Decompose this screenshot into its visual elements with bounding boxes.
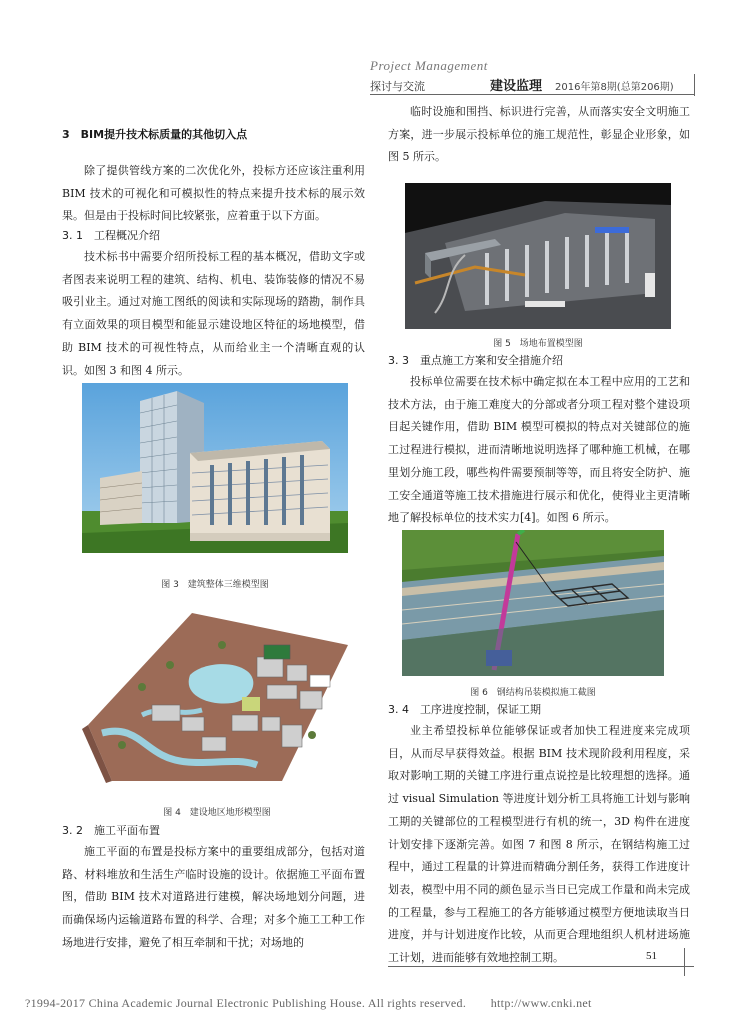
issue-label: 2016年第8期(总第206期) bbox=[555, 82, 674, 93]
figure-6-caption: 图 6 钢结构吊装模拟施工截图 bbox=[470, 688, 596, 698]
journal-english-title: Project Management bbox=[370, 58, 488, 73]
paragraph-3-2: 施工平面的布置是投标方案中的重要组成部分，包括对道路、材料堆放和生活生产临时设施的设计。依据施工平面布置图，借助 BIM 技术对道路进行建模，解决场地划分问题，进而确保场内运输道路布置的科学、合理；对多个施工工种工作场地进行安排，避免了相互牵制和干扰；对场地的 bbox=[62, 845, 365, 949]
figure-4-caption: 图 4 建设地区地形模型图 bbox=[163, 808, 271, 818]
footer-rule bbox=[388, 966, 694, 967]
figure-5-site-layout-model bbox=[405, 183, 671, 329]
section-label: 探讨与交流 bbox=[370, 80, 425, 93]
paragraph-3-3: 投标单位需要在技术标中确定拟在本工程中应用的工艺和技术方法，由于施工难度大的分部或者分项工程对整个建设项目起关键作用，借助 BIM 模型可模拟的特点对关键部位的施工过程进行模拟，进而清晰地说明选择了哪种施工机械，在哪里划分施工段，哪些构件需要预制等等，而且将安全防护、施工安全通道等施工技术措施进行展示和优化，使得业主更清晰地了解投标单位的技术实力[4]。如图 6 所示。 bbox=[388, 375, 690, 525]
magazine-logo: 建设监理 bbox=[490, 79, 543, 94]
subsection-heading-3-2: 3. 2 施工平面布置 bbox=[62, 824, 160, 837]
page-number: 51 bbox=[646, 950, 657, 962]
paragraph-3-2-continued: 临时设施和围挡、标识进行完善，从而落实安全文明施工方案，进一步展示投标单位的施工规范性，彰显企业形象，如图 5 所示。 bbox=[388, 105, 690, 164]
paragraph-3-1: 技术标书中需要介绍所投标工程的基本概况，借助文字或者图表来说明工程的建筑、结构、机电、装饰装修的情况不易吸引业主。通过对施工图纸的阅读和实际现场的踏勘，制作具有立面效果的项目模型和能显示建设地区特征的场地模型，借助 BIM 技术的可视性特点，从而给业主一个清晰直观的认识。如图 3 和图 4 所示。 bbox=[62, 250, 365, 377]
subsection-heading-3-1: 3. 1 工程概况介绍 bbox=[62, 229, 160, 242]
section-heading-3: 3 BIM提升技术标质量的其他切入点 bbox=[62, 128, 248, 141]
header-vertical-rule bbox=[694, 74, 695, 96]
header-rule bbox=[370, 94, 695, 95]
figure-6-steel-hoisting-simulation bbox=[402, 530, 664, 676]
figure-4-terrain-model bbox=[82, 605, 352, 783]
paragraph-3-4: 业主希望投标单位能够保证或者加快工程进度来完成项目，从而尽早获得效益。根据 BIM 技术现阶段利用程度，采取对影响工期的关键工序进行重点说控是比较理想的选择。通过 visual Simulation 等进度计划分析工具将施工计划与影响工期的关键部位的工程模型进行有机的统一，3D 构件在进度计划安排下逐渐完善。如图 7 和图 8 所示，在钢结构施工过程中，通过工程量的计算进而精确分割任务，获得工作进度计划表，模型中用不同的颜色显示当日已完成工作量和尚未完成的工程量，参与工程施工的各方能够通过模型方便地读取当日进度，并与计划进度作比较，从而更合理地组织人机材进场施工计划，进而能够有效地控制工期。 bbox=[388, 724, 690, 965]
subsection-heading-3-3: 3. 3 重点施工方案和安全措施介绍 bbox=[388, 354, 563, 367]
copyright-footer: ?1994-2017 China Academic Journal Electronic Publishing House. All rights reserved. http://www.cnki.net bbox=[25, 996, 592, 1010]
footer-vertical-rule bbox=[684, 948, 685, 976]
figure-3-building-model bbox=[82, 383, 348, 553]
subsection-heading-3-4: 3. 4 工序进度控制，保证工期 bbox=[388, 703, 541, 716]
figure-3-caption: 图 3 建筑整体三维模型图 bbox=[161, 580, 269, 590]
figure-5-caption: 图 5 场地布置模型图 bbox=[493, 339, 583, 349]
intro-paragraph: 除了提供管线方案的二次优化外，投标方还应该注重利用 BIM 技术的可视化和可模拟性的特点来提升技术标的展示效果。但是由于投标时间比较紧张，应着重于以下方面。 bbox=[62, 164, 365, 223]
